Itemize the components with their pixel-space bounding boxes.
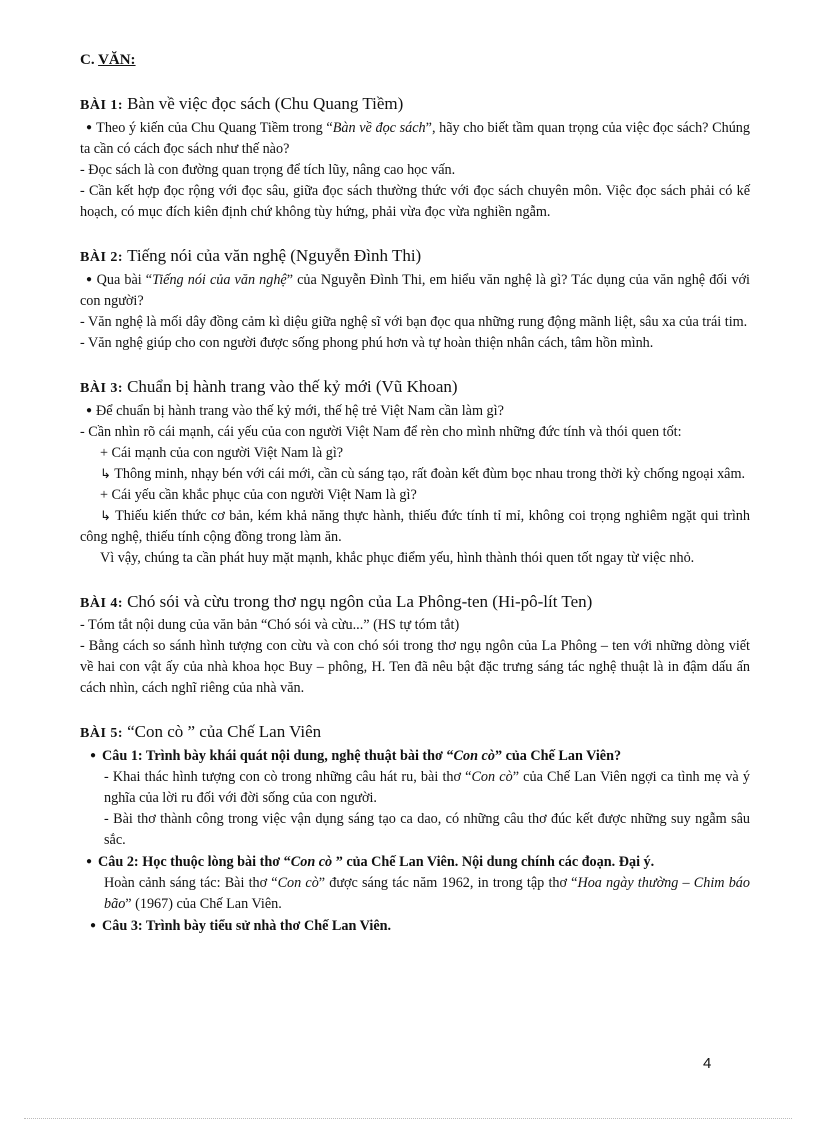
answer: - Đọc sách là con đường quan trọng để tích lũy, nâng cao học vấn.: [80, 162, 456, 178]
answer: - Cần nhìn rõ cái mạnh, cái yếu của con người Việt Nam để rèn cho mình những đức tính và thói quen tốt:: [80, 424, 682, 440]
lesson-title: BÀI 2: Tiếng nói của văn nghệ (Nguyễn Đình Thi): [80, 246, 422, 265]
page-divider: [24, 1118, 792, 1119]
lesson-title: BÀI 3: Chuẩn bị hành trang vào thế kỷ mới (Vũ Khoan): [80, 377, 458, 396]
answer: - Khai thác hình tượng con cò trong những câu hát ru, bài thơ “Con cò” của Chế Lan Viên ngợi ca tình mẹ và ý nghĩa của lời ru đối với đời sống của con người.: [104, 769, 751, 806]
lesson-title: BÀI 4: Chó sói và cừu trong thơ ngụ ngôn của La Phông-ten (Hi-pô-lít Ten): [80, 592, 593, 611]
bullet-icon: ●: [90, 920, 97, 931]
bullet-icon: ●: [90, 750, 97, 761]
answer: - Văn nghệ giúp cho con người được sống phong phú hơn và tự hoàn thiện nhân cách, tâm hồn mình.: [80, 335, 654, 351]
question-2: ● Câu 2: Học thuộc lòng bài thơ “Con cò ” của Chế Lan Viên. Nội dung chính các đoạn. Đại ý.: [86, 854, 655, 870]
sub-answer: ↳ Thông minh, nhạy bén với cái mới, cần cù sáng tạo, rất đoàn kết đùm bọc nhau trong thời kỳ chống ngoại xâm.: [100, 466, 746, 482]
section-prefix: C.: [80, 52, 99, 68]
answer: - Tóm tắt nội dung của văn bản “Chó sói và cừu...” (HS tự tóm tắt): [80, 617, 460, 633]
bullet-icon: ●: [86, 274, 93, 285]
bullet-icon: ●: [86, 405, 93, 416]
question: ● Qua bài “Tiếng nói của văn nghệ” của Nguyễn Đình Thi, em hiểu văn nghệ là gì? Tác dụng của văn nghệ đối với con người?: [80, 272, 750, 309]
sub-question: + Cái mạnh của con người Việt Nam là gì?: [100, 445, 344, 461]
lesson-2: [80, 245, 750, 354]
lesson-title: BÀI 1: Bàn về việc đọc sách (Chu Quang Tiềm): [80, 94, 404, 113]
arrow-icon: ↳: [100, 509, 111, 524]
document-page: [80, 48, 750, 937]
lesson-1: [80, 93, 750, 223]
question: ● Để chuẩn bị hành trang vào thế kỷ mới, thế hệ trẻ Việt Nam cần làm gì?: [86, 403, 504, 419]
answer: - Cần kết hợp đọc rộng với đọc sâu, giữa đọc sách thường thức với đọc sách chuyên môn. Việc đọc sách phải có kế hoạch, có mục đích kiên định chứ không tùy hứng, phải vừa đọc vừa nghiền ngẫm.: [80, 183, 750, 220]
question-1: ● Câu 1: Trình bày khái quát nội dung, nghệ thuật bài thơ “Con cò” của Chế Lan Viên?: [90, 748, 622, 764]
answer: - Bài thơ thành công trong việc vận dụng sáng tạo ca dao, có những câu thơ đúc kết được những suy ngẫm sâu sắc.: [104, 811, 750, 848]
arrow-icon: ↳: [100, 467, 111, 482]
sub-answer: ↳ Thiếu kiến thức cơ bản, kém khả năng thực hành, thiếu đức tính tỉ mỉ, không coi trọng nghiêm ngặt qui trình công nghệ, thiếu tính cộng đồng trong làm ăn.: [80, 508, 750, 545]
answer: - Văn nghệ là mối dây đồng cảm kì diệu giữa nghệ sĩ với bạn đọc qua những rung động mãnh liệt, sâu xa của trái tim.: [80, 314, 748, 330]
lesson-title: BÀI 5: “Con cò ” của Chế Lan Viên: [80, 722, 322, 741]
question-3: ● Câu 3: Trình bày tiểu sử nhà thơ Chế Lan Viên.: [90, 918, 392, 934]
context-note: Hoàn cảnh sáng tác: Bài thơ “Con cò” được sáng tác năm 1962, in trong tập thơ “Hoa ngày thường – Chim báo bão” (1967) của Chế Lan Viên.: [104, 875, 750, 912]
section-heading: [80, 50, 750, 71]
question: ● Theo ý kiến của Chu Quang Tiềm trong “Bàn về đọc sách”, hãy cho biết tầm quan trọng của việc đọc sách? Chúng ta cần có cách đọc sách như thế nào?: [80, 120, 750, 157]
section-title: VĂN:: [98, 52, 136, 68]
answer: - Bằng cách so sánh hình tượng con cừu và con chó sói trong thơ ngụ ngôn của La Phông – ten với những dòng viết về hai con vật ấy của nhà khoa học Buy – phông, H. Ten đã nêu bật đặc trưng sáng tác nghệ thuật là in đậm dấu ấn cách nhìn, cách nghĩ riêng của nhà văn.: [80, 638, 750, 696]
lesson-3: [80, 376, 750, 569]
conclusion: Vì vậy, chúng ta cần phát huy mặt mạnh, khắc phục điểm yếu, hình thành thói quen tốt ngay từ việc nhỏ.: [100, 550, 695, 566]
bullet-icon: ●: [86, 122, 93, 133]
lesson-5: [80, 721, 750, 937]
lesson-4: [80, 591, 750, 699]
sub-question: + Cái yếu cần khắc phục của con người Việt Nam là gì?: [100, 487, 417, 503]
page-number: 4: [703, 1055, 712, 1072]
bullet-icon: ●: [86, 856, 93, 867]
